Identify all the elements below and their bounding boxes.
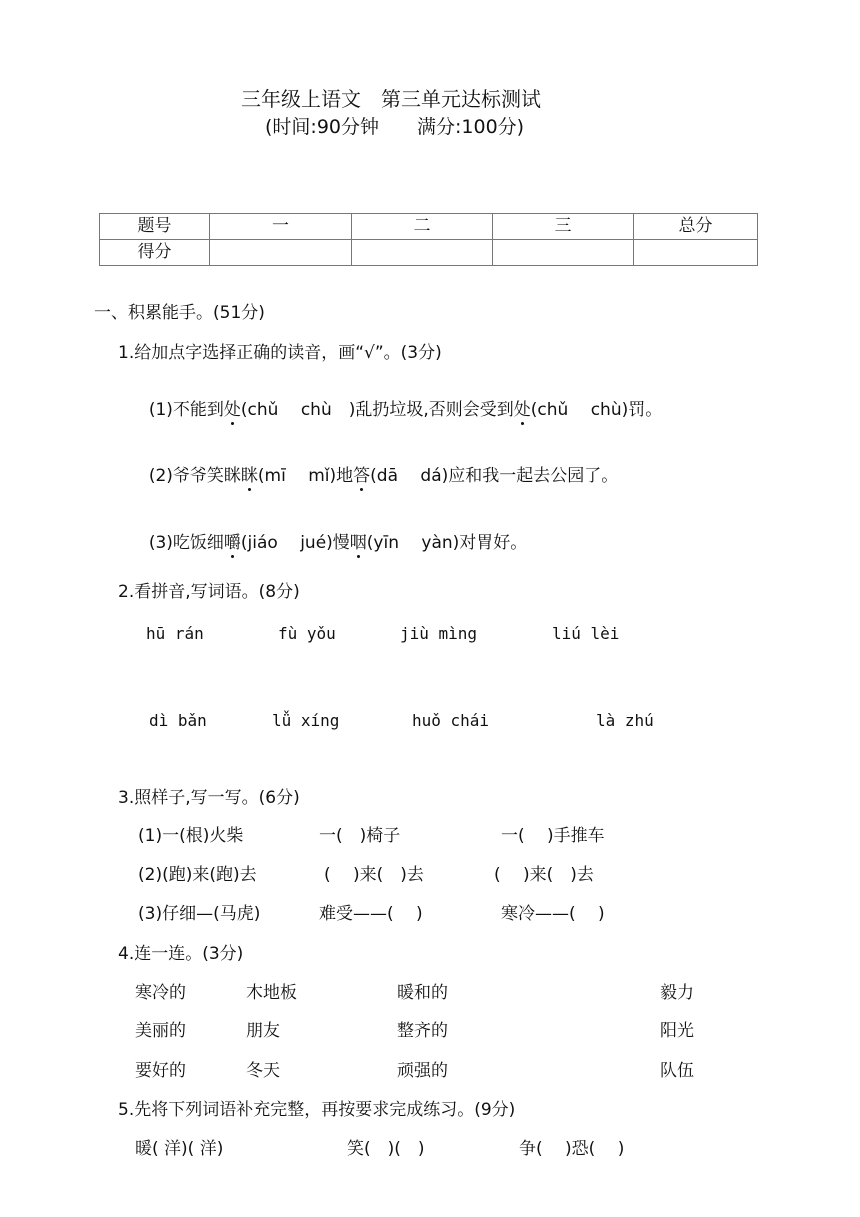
table-header-cell: 题号 bbox=[100, 214, 210, 240]
dotted-char: 答 bbox=[353, 466, 371, 486]
match-item: 顽强的 bbox=[397, 1061, 448, 1081]
pinyin-item: liú lèi bbox=[552, 624, 620, 643]
match-item: 寒冷的 bbox=[135, 983, 186, 1003]
item-text: (chǔ chù )乱扔垃圾,否则会受到 bbox=[240, 400, 514, 420]
pinyin-item: jiù mìng bbox=[400, 624, 478, 643]
item-text: (3)吃饭细 bbox=[148, 533, 224, 553]
dotted-char: 咽 bbox=[349, 533, 367, 553]
match-item: 木地板 bbox=[246, 983, 297, 1003]
question-title: 5.先将下列词语补充完整，再按要求完成练习。(9分) bbox=[118, 1100, 516, 1120]
score-cell bbox=[634, 240, 758, 266]
example-item: (1)一(根)火柴 bbox=[138, 826, 244, 846]
item-text: (yīn yàn)对胃好。 bbox=[366, 533, 528, 553]
pinyin-item: hū rán bbox=[146, 624, 204, 643]
match-item: 毅力 bbox=[660, 983, 694, 1003]
fill-item: 难受——( ) bbox=[319, 904, 423, 924]
question-title: 2.看拼音,写词语。(8分) bbox=[118, 582, 300, 602]
pinyin-item: huǒ chái bbox=[412, 711, 490, 730]
table-row bbox=[100, 214, 758, 240]
item-text: (dā dá)应和我一起去公园了。 bbox=[370, 466, 619, 486]
dotted-char: 处 bbox=[513, 400, 531, 420]
pinyin-item: dì bǎn bbox=[149, 711, 207, 730]
item-text: (mī mǐ)地 bbox=[257, 466, 354, 486]
dotted-char: 眯 bbox=[240, 466, 258, 486]
table-row bbox=[100, 240, 758, 266]
question-item bbox=[138, 518, 527, 552]
match-item: 冬天 bbox=[246, 1061, 280, 1081]
match-item: 整齐的 bbox=[397, 1021, 448, 1041]
question-title: 3.照样子,写一写。(6分) bbox=[118, 788, 300, 808]
item-text: (1)不能到 bbox=[148, 400, 224, 420]
table-header-cell: 一 bbox=[210, 214, 352, 240]
item-text: (chǔ chù)罚。 bbox=[530, 400, 663, 420]
match-item: 阳光 bbox=[660, 1021, 694, 1041]
pinyin-item: là zhú bbox=[596, 711, 654, 730]
dotted-char: 处 bbox=[223, 400, 241, 420]
match-item: 朋友 bbox=[246, 1021, 280, 1041]
table-header-cell: 二 bbox=[352, 214, 493, 240]
match-item: 暖和的 bbox=[397, 983, 448, 1003]
question-title: 4.连一连。(3分) bbox=[118, 944, 244, 964]
section-title: 一、积累能手。(51分) bbox=[94, 303, 265, 323]
fill-item: 一( )手推车 bbox=[501, 826, 605, 846]
fill-item: 笑( )( ) bbox=[347, 1139, 425, 1159]
example-item: (2)(跑)来(跑)去 bbox=[138, 865, 257, 885]
table-header-cell: 总分 bbox=[634, 214, 758, 240]
dotted-char: 嚼 bbox=[223, 533, 241, 553]
example-item: (3)仔细—(马虎) bbox=[138, 904, 261, 924]
question-item bbox=[138, 385, 662, 419]
item-text: (2)爷爷笑眯 bbox=[148, 466, 241, 486]
table-header-cell: 三 bbox=[493, 214, 634, 240]
score-cell bbox=[352, 240, 493, 266]
fill-item: 暖( 洋)( 洋) bbox=[135, 1139, 224, 1159]
pinyin-item: lǚ xíng bbox=[272, 711, 340, 730]
score-table bbox=[99, 213, 758, 266]
fill-item: 一( )椅子 bbox=[319, 826, 401, 846]
page-title: 三年级上语文 第三单元达标测试 bbox=[241, 87, 541, 111]
pinyin-item: fù yǒu bbox=[278, 624, 336, 643]
fill-item: ( )来( )去 bbox=[324, 865, 424, 885]
page-subtitle: (时间:90分钟 满分:100分) bbox=[265, 116, 525, 138]
fill-item: ( )来( )去 bbox=[494, 865, 594, 885]
match-item: 美丽的 bbox=[135, 1021, 186, 1041]
fill-item: 寒冷——( ) bbox=[501, 904, 605, 924]
question-title: 1.给加点字选择正确的读音，画“√”。(3分) bbox=[118, 343, 442, 363]
score-cell bbox=[493, 240, 634, 266]
question-item bbox=[138, 451, 618, 485]
fill-item: 争( )恐( ) bbox=[519, 1139, 625, 1159]
match-item: 要好的 bbox=[135, 1061, 186, 1081]
table-row-label: 得分 bbox=[100, 240, 210, 266]
match-item: 队伍 bbox=[660, 1061, 694, 1081]
score-cell bbox=[210, 240, 352, 266]
item-text: (jiáo jué)慢 bbox=[240, 533, 350, 553]
